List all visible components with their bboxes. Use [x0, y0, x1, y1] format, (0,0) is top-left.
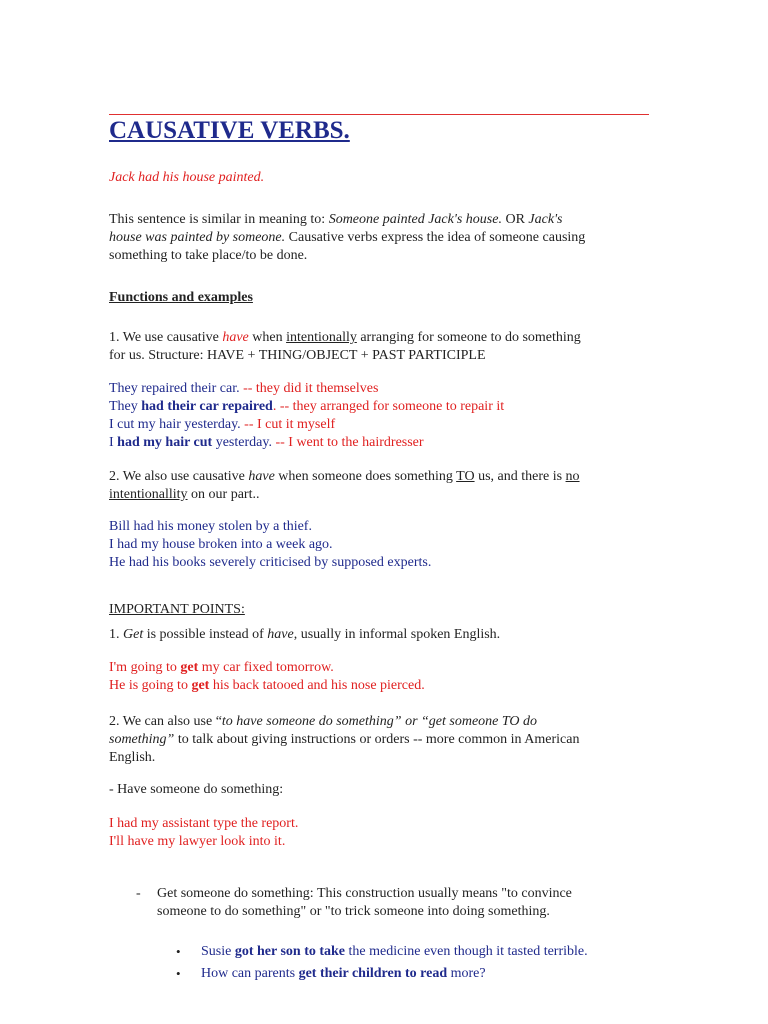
get-someone-line-1: Get someone do something: This construction usually means "to convince — [157, 886, 572, 901]
bullet-example: Susie got her son to take the medicine even though it tasted terrible. — [201, 944, 588, 959]
example4-line: I had my assistant type the report. — [109, 816, 299, 831]
important-points-heading: IMPORTANT POINTS: — [109, 602, 245, 617]
top-rule — [109, 114, 649, 115]
point1-line-1: 1. We use causative have when intentionally arranging for someone to do something — [109, 330, 581, 345]
intro-line-3: something to take place/to be done. — [109, 248, 308, 263]
intro-line-2: house was painted by someone. Causative verbs express the idea of someone causing — [109, 230, 586, 245]
list-dash: - — [136, 886, 141, 901]
example1-line-1: They repaired their car. -- they did it themselves — [109, 381, 379, 396]
bullet-example: How can parents get their children to read more? — [201, 966, 486, 981]
point2-line-2: intentionallity on our part.. — [109, 487, 260, 502]
have-someone-heading: - Have someone do something: — [109, 782, 284, 797]
example3-line-2: He is going to get his back tatooed and his nose pierced. — [109, 678, 425, 693]
intro-example: Jack had his house painted. — [109, 170, 265, 185]
example2-line: I had my house broken into a week ago. — [109, 537, 333, 552]
bullet-mark: • — [176, 966, 181, 981]
example3-line-1: I'm going to get my car fixed tomorrow. — [109, 660, 334, 675]
example4-line: I'll have my lawyer look into it. — [109, 834, 286, 849]
important-point-1: 1. Get is possible instead of have, usually in informal spoken English. — [109, 627, 501, 642]
important-point-2-line-1: 2. We can also use “to have someone do something” or “get someone TO do — [109, 714, 538, 729]
example2-line: Bill had his money stolen by a thief. — [109, 519, 312, 534]
page-title: CAUSATIVE VERBS. — [109, 117, 350, 144]
get-someone-line-2: someone to do something" or "to trick someone into doing something. — [157, 904, 550, 919]
important-point-2-line-3: English. — [109, 750, 156, 765]
point2-line-1: 2. We also use causative have when someone does something TO us, and there is no — [109, 469, 580, 484]
bullet-mark: • — [176, 944, 181, 959]
example2-line: He had his books severely criticised by supposed experts. — [109, 555, 432, 570]
intro-line-1: This sentence is similar in meaning to: Someone painted Jack's house. OR Jack's — [109, 212, 563, 227]
point1-line-2: for us. Structure: HAVE + THING/OBJECT + PAST PARTICIPLE — [109, 348, 486, 363]
important-point-2-line-2: something” to talk about giving instructions or orders -- more common in American — [109, 732, 580, 747]
example1-line-2: They had their car repaired. -- they arranged for someone to repair it — [109, 399, 505, 414]
example1-line-4: I had my hair cut yesterday. -- I went to the hairdresser — [109, 435, 424, 450]
functions-heading: Functions and examples — [109, 290, 253, 305]
example1-line-3: I cut my hair yesterday. -- I cut it myself — [109, 417, 336, 432]
